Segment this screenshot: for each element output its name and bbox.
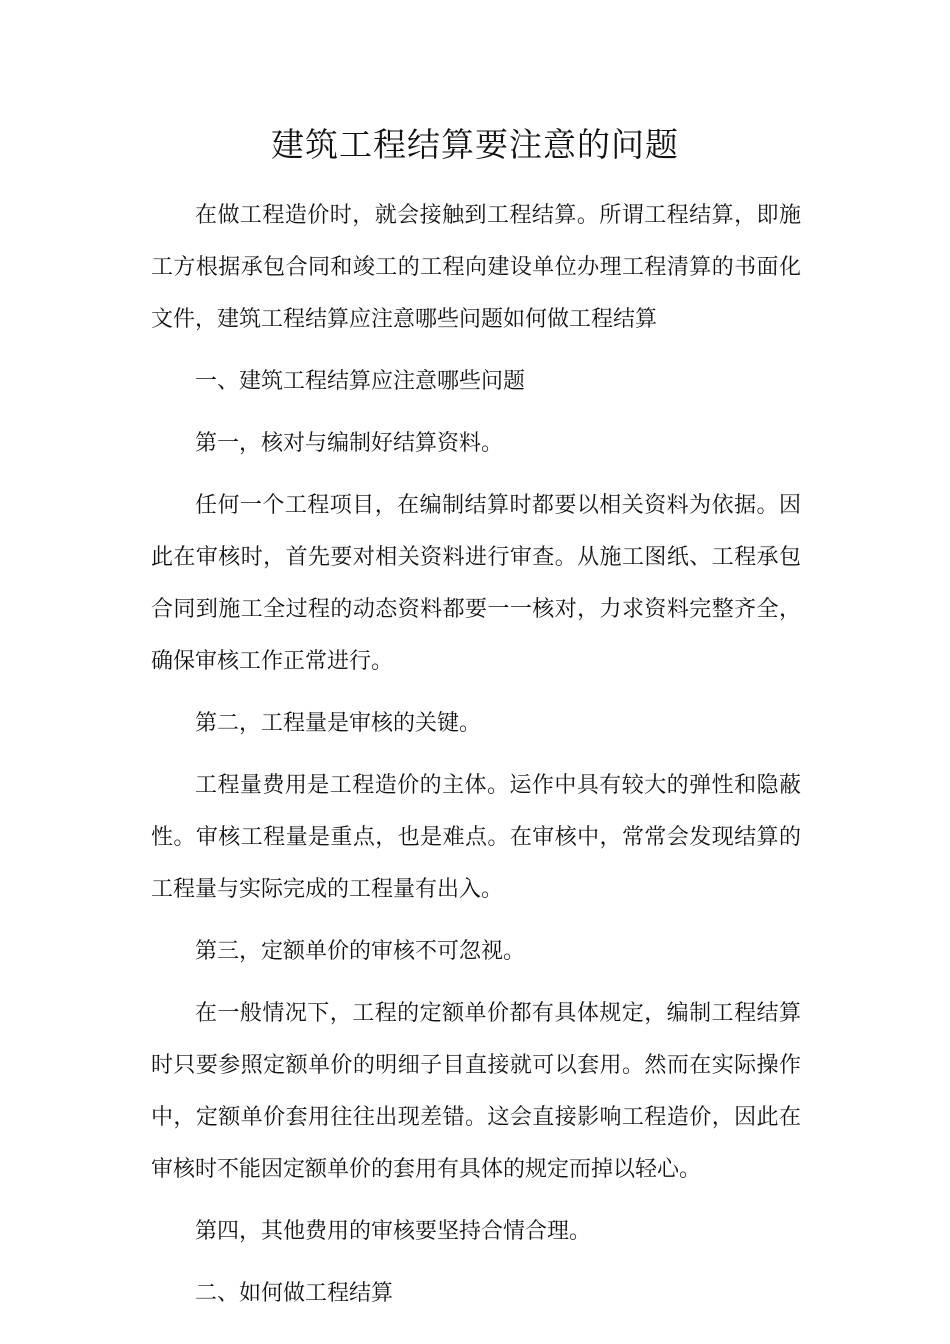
document-title: 建筑工程结算要注意的问题 — [271, 125, 679, 164]
section-heading-2: 二、如何做工程结算 — [195, 1281, 394, 1306]
paragraph-point-2: 工程量费用是工程造价的主体。运作中具有较大的弹性和隐蔽性。审核工程量是重点，也是难点。在审核中，常常会发现结算的工程量与实际完成的工程量有出入。 — [151, 773, 801, 902]
paragraph-point-3: 在一般情况下，工程的定额单价都有具体规定，编制工程结算时只要参照定额单价的明细子目直接就可以套用。然而在实际操作中，定额单价套用往往出现差错。这会直接影响工程造价，因此在审核时不能因定额单价的套用有具体的规定而掉以轻心。 — [151, 1001, 801, 1182]
paragraph-point-1: 任何一个工程项目，在编制结算时都要以相关资料为依据。因此在审核时，首先要对相关资料进行审查。从施工图纸、工程承包合同到施工全过程的动态资料都要一一核对，力求资料完整齐全，确保审核工作正常进行。 — [151, 493, 801, 674]
paragraph-intro: 在做工程造价时，就会接触到工程结算。所谓工程结算，即施工方根据承包合同和竣工的工程向建设单位办理工程清算的书面化文件，建筑工程结算应注意哪些问题如何做工程结算 — [151, 203, 801, 332]
point-heading-4: 第四，其他费用的审核要坚持合情合理。 — [195, 1219, 592, 1244]
section-heading-1: 一、建筑工程结算应注意哪些问题 — [195, 369, 526, 394]
document-body — [151, 190, 801, 1330]
point-heading-2: 第二，工程量是审核的关键。 — [195, 711, 482, 736]
point-heading-1: 第一，核对与编制好结算资料。 — [195, 431, 504, 456]
point-heading-3: 第三，定额单价的审核不可忽视。 — [195, 939, 526, 964]
